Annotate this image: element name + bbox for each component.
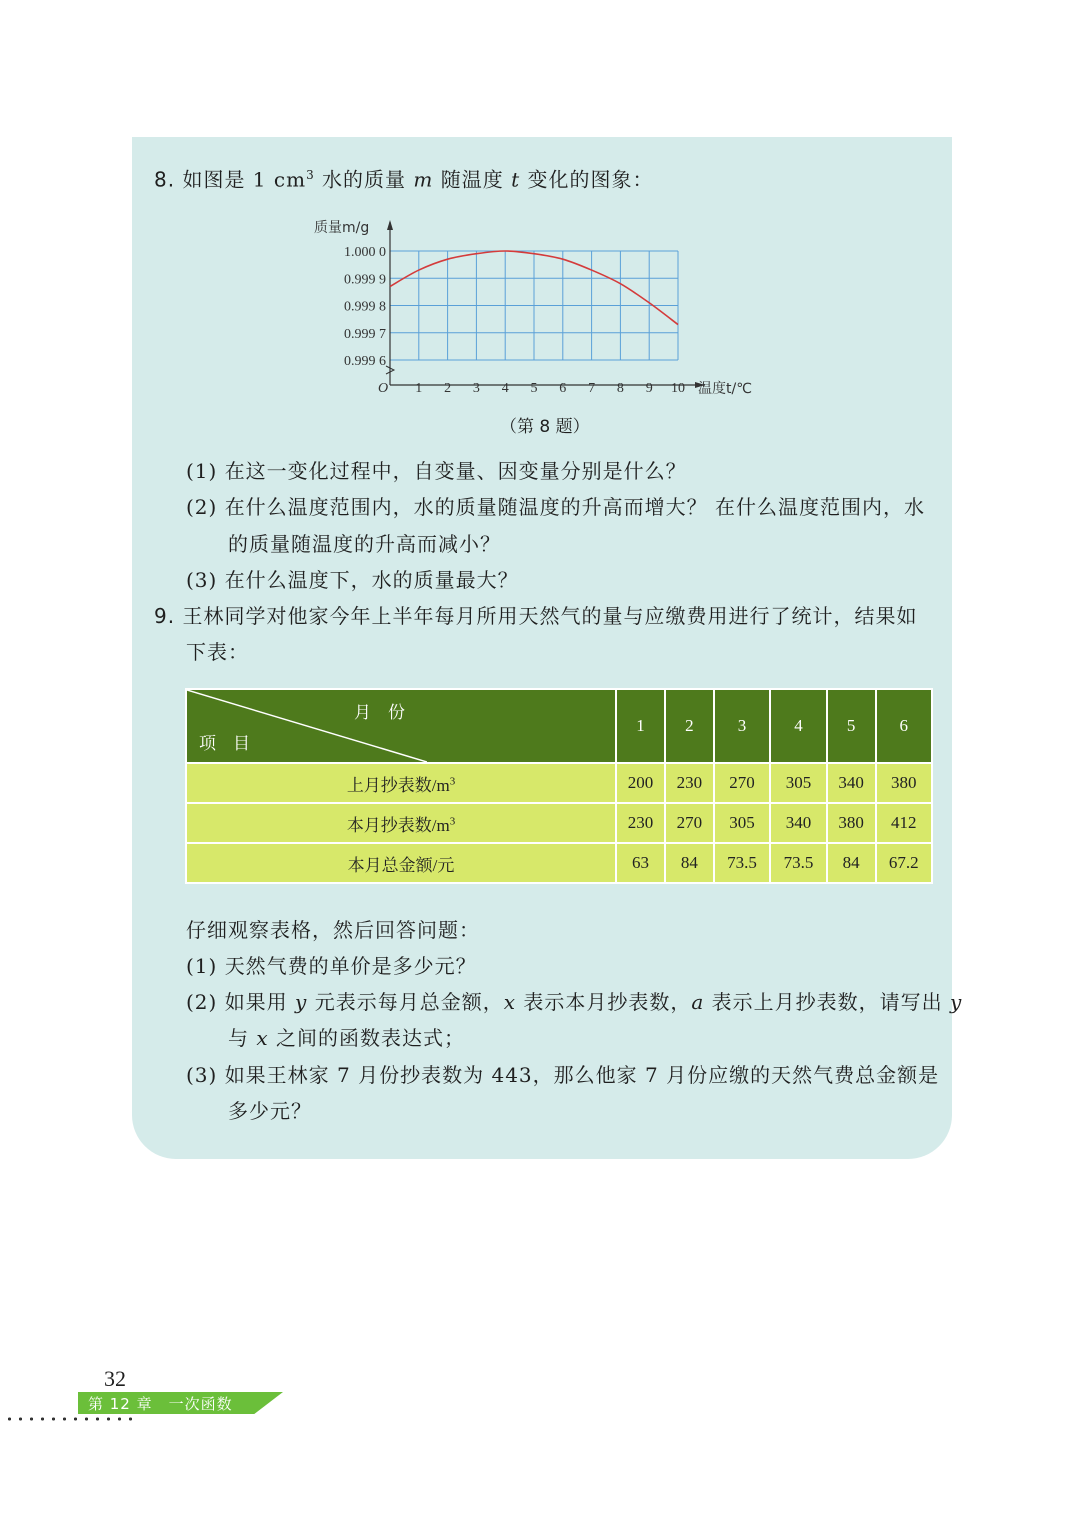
month-header: 5 xyxy=(827,689,876,763)
q9-sub2a xyxy=(186,988,962,1016)
row-label-text: 本月总金额/元 xyxy=(347,855,455,875)
q9-var-y2: y xyxy=(950,990,963,1014)
x-tick-label: 8 xyxy=(616,381,624,396)
x-tick-label: 6 xyxy=(559,381,567,396)
y-axis-arrow xyxy=(387,220,393,230)
x-tick-label: 4 xyxy=(501,381,509,396)
q8-var-t: t xyxy=(511,167,521,192)
q8-prompt xyxy=(154,161,654,194)
table-cell: 340 xyxy=(827,763,876,803)
q9-sub2b xyxy=(228,1024,465,1052)
table-cell: 230 xyxy=(616,803,665,843)
row-label-sup: 3 xyxy=(449,774,456,787)
y-axis-label: 质量m/g xyxy=(314,220,370,236)
q8-sup: 3 xyxy=(306,168,315,182)
row-label-sup: 3 xyxy=(449,814,456,827)
gas-usage-table xyxy=(185,688,933,884)
chart-ticks xyxy=(344,245,685,396)
x-axis-label: 温度t/℃ xyxy=(698,381,752,397)
q9-line1-text: 王林同学对他家今年上半年每月所用天然气的量与应缴费用进行了统计，结果如 xyxy=(182,604,918,628)
q8-number: 8. xyxy=(154,167,176,192)
chapter-title: 第 12 章 一次函数 xyxy=(88,1395,233,1413)
q9-sub3a: (3) 如果王林家 7 月份抄表数为 443，那么他家 7 月份应缴的天然气费总金额是 xyxy=(186,1063,940,1087)
q8-sub2b: 的质量随温度的升高而减小？ xyxy=(228,532,501,556)
q9-sub2b-var-x: x xyxy=(256,1026,269,1050)
y-tick-label: 1.000 0 xyxy=(344,245,386,260)
q8-text-mid2: 随温度 xyxy=(433,167,512,192)
table-cell: 63 xyxy=(616,843,665,883)
q9-sub2a-text3: 表示本月抄表数， xyxy=(516,990,692,1014)
table-cell: 412 xyxy=(876,803,932,843)
table-cell: 380 xyxy=(876,763,932,803)
month-header: 3 xyxy=(714,689,770,763)
q9-prompt-line2: 下表： xyxy=(186,640,249,664)
q9-sub2a-text4: 表示上月抄表数，请写出 xyxy=(704,990,951,1014)
table-row xyxy=(186,763,932,803)
x-tick-label: 3 xyxy=(472,381,480,396)
table-cell: 73.5 xyxy=(770,843,826,883)
month-header: 6 xyxy=(876,689,932,763)
q8-text-post: 变化的图象： xyxy=(520,167,654,192)
origin-label: O xyxy=(378,381,389,396)
row-label-text: 上月抄表数/m xyxy=(346,775,450,795)
q9-sub2b-text1: 与 xyxy=(228,1026,257,1050)
row-label xyxy=(186,843,616,883)
row-label xyxy=(186,803,616,843)
table-cell: 230 xyxy=(665,763,714,803)
table-cell: 200 xyxy=(616,763,665,803)
header-item: 项 目 xyxy=(199,734,250,753)
x-tick-label: 10 xyxy=(671,381,685,396)
row-label xyxy=(186,763,616,803)
q9-sub1: (1) 天然气费的单价是多少元？ xyxy=(186,954,477,978)
month-header: 4 xyxy=(770,689,826,763)
row-label-text: 本月抄表数/m xyxy=(346,815,450,835)
q8-text-mid: 水的质量 xyxy=(314,167,414,192)
q9-var-y: y xyxy=(295,990,308,1014)
table-cell: 305 xyxy=(714,803,770,843)
q8-sub1: (1) 在这一变化过程中，自变量、因变量分别是什么？ xyxy=(186,459,687,483)
x-tick-label: 9 xyxy=(645,381,653,396)
mass-temperature-chart xyxy=(300,210,780,405)
q8-caption: （第 8 题） xyxy=(500,417,590,437)
x-tick-label: 7 xyxy=(588,381,596,396)
header-month: 月 份 xyxy=(354,703,405,722)
table-cell: 305 xyxy=(770,763,826,803)
q9-var-a: a xyxy=(691,990,705,1014)
q9-number: 9. xyxy=(154,604,176,628)
q9-sub2a-text2: 元表示每月总金额， xyxy=(307,990,504,1014)
page-number: 32 xyxy=(104,1366,126,1391)
table-header-row xyxy=(186,689,932,763)
q9-prompt-line1 xyxy=(154,602,917,630)
table-row xyxy=(186,843,932,883)
table-cell: 84 xyxy=(827,843,876,883)
chart-axes xyxy=(386,220,705,388)
y-tick-label: 0.999 9 xyxy=(344,272,386,288)
q9-sub2b-text2: 之间的函数表达式； xyxy=(268,1026,465,1050)
q8-text-pre: 如图是 1 cm xyxy=(182,167,307,192)
x-tick-label: 1 xyxy=(415,381,423,396)
table-row xyxy=(186,803,932,843)
table-cell: 270 xyxy=(665,803,714,843)
table-corner-cell xyxy=(186,689,616,763)
month-header: 2 xyxy=(665,689,714,763)
dotted-rule xyxy=(4,1417,136,1421)
q9-sub3b: 多少元？ xyxy=(228,1099,312,1123)
chart-grid xyxy=(390,251,678,360)
q9-sub2a-text1: (2) 如果用 xyxy=(186,990,296,1014)
table-cell: 270 xyxy=(714,763,770,803)
table-cell: 84 xyxy=(665,843,714,883)
table-cell: 73.5 xyxy=(714,843,770,883)
y-tick-label: 0.999 7 xyxy=(344,326,386,342)
y-tick-label: 0.999 6 xyxy=(344,354,386,369)
month-header: 1 xyxy=(616,689,665,763)
table-cell: 67.2 xyxy=(876,843,932,883)
y-tick-label: 0.999 8 xyxy=(344,299,386,315)
table-cell: 340 xyxy=(770,803,826,843)
q8-sub2a: (2) 在什么温度范围内，水的质量随温度的升高而增大？ 在什么温度范围内，水 xyxy=(186,495,926,519)
table-cell: 380 xyxy=(827,803,876,843)
q8-var-m: m xyxy=(413,167,434,192)
q8-sub3: (3) 在什么温度下，水的质量最大？ xyxy=(186,568,519,592)
q9-var-x: x xyxy=(503,990,516,1014)
x-tick-label: 2 xyxy=(444,381,452,396)
x-tick-label: 5 xyxy=(530,381,538,396)
q9-instruction: 仔细观察表格，然后回答问题： xyxy=(186,918,480,942)
